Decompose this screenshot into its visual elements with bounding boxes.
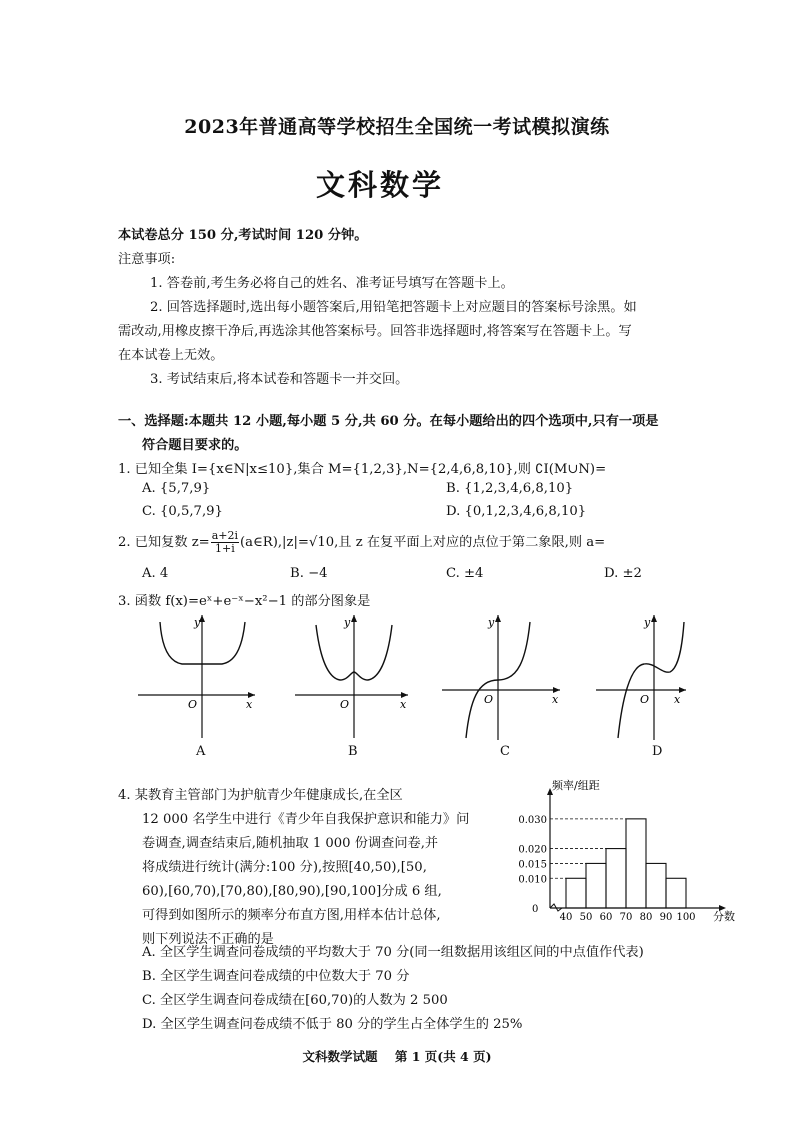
graph-a-label: A <box>196 744 206 759</box>
q3-stem: 3. 函数 f(x)=eˣ+e⁻ˣ−x²−1 的部分图象是 <box>118 594 371 609</box>
q3-graphs <box>130 610 690 760</box>
notice-item-3: 3. 考试结束后,将本试卷和答题卡一并交回。 <box>150 372 409 387</box>
graph-a-x-label: x <box>246 698 253 711</box>
histogram-x-tick-2: 60 <box>599 912 613 923</box>
histogram-x-tick-6: 100 <box>676 912 696 923</box>
histogram-y-tick-3: 0.010 <box>518 874 547 886</box>
graph-c <box>442 615 560 740</box>
histogram-y-tick-1: 0.020 <box>518 844 547 856</box>
notice-item-2a: 2. 回答选择题时,选出每小题答案后,用铅笔把答题卡上对应题目的答案标号涂黑。如 <box>150 300 637 315</box>
q4-line-5: 60),[60,70),[70,80),[80,90),[90,100]分成 6 组, <box>142 884 442 899</box>
q4-line-6: 可得到如图所示的频率分布直方图,用样本估计总体, <box>142 908 441 923</box>
q2-option-b: B. −4 <box>290 566 328 581</box>
q4-line-7: 则下列说法不正确的是 <box>142 932 274 947</box>
q4-option-d: D. 全区学生调查问卷成绩不低于 80 分的学生占全体学生的 25% <box>142 1017 523 1032</box>
graph-d-y-arrow <box>651 615 657 622</box>
histogram-origin: 0 <box>532 904 539 915</box>
section-heading-cont: 符合题目要求的。 <box>142 438 248 453</box>
graph-b-origin: O <box>340 698 350 711</box>
histogram-bar-4 <box>646 863 666 908</box>
q2-frac-num: a+2i <box>211 529 239 542</box>
graph-d-origin: O <box>640 693 650 706</box>
histogram-x-tick-1: 50 <box>579 912 593 923</box>
histogram-x-tick-5: 90 <box>659 912 673 923</box>
page-footer: 文科数学试题 第 1 页(共 4 页) <box>302 1049 492 1064</box>
graph-a <box>138 615 255 738</box>
q4-option-a: A. 全区学生调查问卷成绩的平均数大于 70 分(同一组数据用该组区间的中点值作代表) <box>142 945 644 960</box>
q4-line-1: 4. 某教育主管部门为护航青少年健康成长,在全区 <box>118 788 403 803</box>
histogram-x-tick-4: 80 <box>639 912 653 923</box>
graph-d-curve <box>618 622 684 738</box>
exam-title: 2023年普通高等学校招生全国统一考试模拟演练 <box>184 116 610 138</box>
q2-stem-post: (a∈R),|z|=√10,且 z 在复平面上对应的点位于第二象限,则 a= <box>240 535 606 550</box>
histogram-bar-2 <box>606 849 626 908</box>
graph-c-origin: O <box>484 693 494 706</box>
graph-b-label: B <box>348 744 358 759</box>
q2-option-d: D. ±2 <box>604 566 642 581</box>
notice-heading: 注意事项: <box>118 252 176 267</box>
q4-line-2: 12 000 名学生中进行《青少年自我保护意识和能力》问 <box>142 812 470 827</box>
q2-stem-pre: 2. 已知复数 z= <box>118 535 210 550</box>
graph-b-y-label: y <box>344 616 351 629</box>
notice-item-2b: 需改动,用橡皮擦干净后,再选涂其他答案标号。回答非选择题时,将答案写在答题卡上。写 <box>118 324 632 339</box>
graph-d-x-label: x <box>674 693 681 706</box>
histogram-bar-0 <box>566 878 586 908</box>
histogram-y-tick-0: 0.030 <box>518 814 547 826</box>
notice-item-2c: 在本试卷上无效。 <box>118 348 224 363</box>
graph-c-x-label: x <box>552 693 559 706</box>
histogram-y-label: 频率/组距 <box>552 779 600 792</box>
q2-option-a: A. 4 <box>142 566 169 581</box>
histogram-x-label: 分数 <box>713 910 735 923</box>
graph-b-y-arrow <box>351 615 357 622</box>
graph-a-y-label: y <box>194 616 201 629</box>
q2-stem <box>118 530 605 555</box>
subject-title: 文科数学 <box>316 168 445 202</box>
histogram-bar-5 <box>666 878 686 908</box>
graph-d-label: D <box>652 744 663 759</box>
section-heading: 一、选择题:本题共 12 小题,每小题 5 分,共 60 分。在每小题给出的四个选项中,只有一项是 <box>118 414 659 429</box>
histogram-bar-3 <box>626 819 646 908</box>
q2-frac-den: 1+i <box>215 542 235 555</box>
histogram-x-tick-3: 70 <box>619 912 633 923</box>
graph-c-y-label: y <box>488 616 495 629</box>
graph-d-y-label: y <box>644 616 651 629</box>
graph-d <box>596 615 686 740</box>
graph-b <box>295 615 408 738</box>
graph-c-label: C <box>500 744 510 759</box>
graph-a-origin: O <box>188 698 198 711</box>
q4-line-3: 卷调查,调查结束后,随机抽取 1 000 份调查问卷,并 <box>142 836 439 851</box>
histogram-x-tick-0: 40 <box>559 912 573 923</box>
q1-option-b: B. {1,2,3,4,6,8,10} <box>446 481 574 496</box>
histogram-bar-1 <box>586 863 606 908</box>
graph-c-y-arrow <box>495 615 501 622</box>
frequency-histogram <box>508 776 748 928</box>
q2-fraction <box>211 530 239 555</box>
exam-info: 本试卷总分 150 分,考试时间 120 分钟。 <box>118 228 368 243</box>
q1-option-a: A. {5,7,9} <box>142 481 211 496</box>
q4-option-b: B. 全区学生调查问卷成绩的中位数大于 70 分 <box>142 969 410 984</box>
q2-option-c: C. ±4 <box>446 566 484 581</box>
graph-b-x-label: x <box>400 698 407 711</box>
q1-option-c: C. {0,5,7,9} <box>142 504 223 519</box>
q4-option-c: C. 全区学生调查问卷成绩在[60,70)的人数为 2 500 <box>142 993 448 1008</box>
q4-line-4: 将成绩进行统计(满分:100 分),按照[40,50),[50, <box>142 860 427 875</box>
q1-option-d: D. {0,1,2,3,4,6,8,10} <box>446 504 587 519</box>
q1-stem: 1. 已知全集 I={x∈N|x≤10},集合 M={1,2,3},N={2,4,6,8,10},则 ∁I(M∪N)= <box>118 462 607 477</box>
histogram-y-tick-2: 0.015 <box>518 859 547 871</box>
notice-item-1: 1. 答卷前,考生务必将自己的姓名、准考证号填写在答题卡上。 <box>150 276 514 291</box>
